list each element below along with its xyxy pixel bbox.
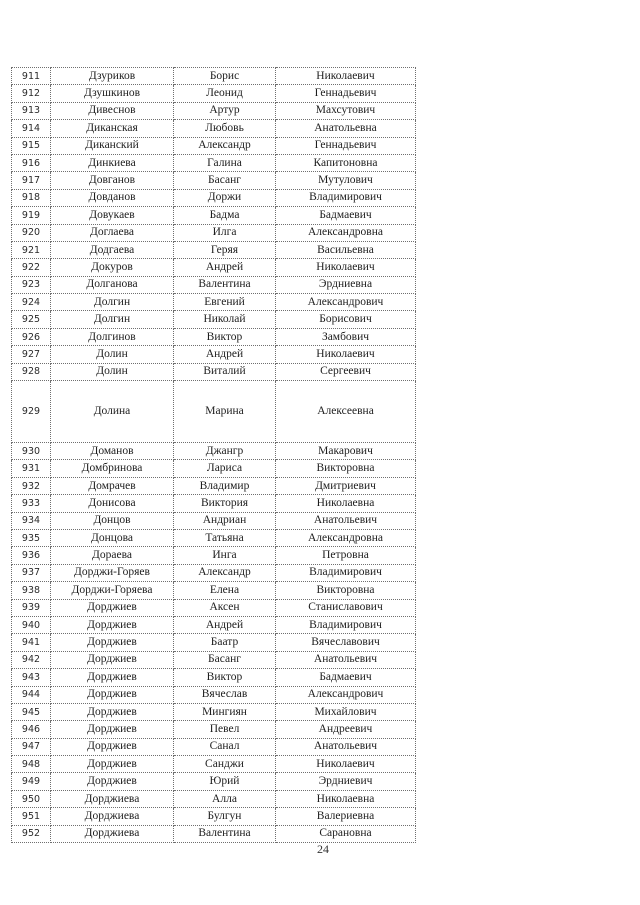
patronymic-cell: Дмитриевич <box>276 477 416 494</box>
patronymic-cell: Александровна <box>276 224 416 241</box>
table-row <box>12 207 416 224</box>
row-number-cell: 917 <box>12 172 51 189</box>
table-row <box>12 120 416 137</box>
first-name-cell: Виктор <box>174 669 276 686</box>
page-number-text: 24 <box>317 842 329 856</box>
patronymic-cell: Валериевна <box>276 808 416 825</box>
row-number-cell: 916 <box>12 154 51 171</box>
first-name-cell: Аксен <box>174 599 276 616</box>
row-number-cell: 949 <box>12 773 51 790</box>
last-name-cell: Додгаева <box>51 241 174 258</box>
table-row <box>12 381 416 443</box>
last-name-cell: Дорджи-Горяев <box>51 564 174 581</box>
row-number-cell: 931 <box>12 460 51 477</box>
row-number-cell: 947 <box>12 738 51 755</box>
first-name-cell: Андриан <box>174 512 276 529</box>
row-number-cell: 930 <box>12 443 51 460</box>
row-number-cell: 915 <box>12 137 51 154</box>
first-name-cell: Валентина <box>174 825 276 842</box>
row-number-cell: 922 <box>12 259 51 276</box>
row-number-cell: 942 <box>12 651 51 668</box>
last-name-cell: Дорджиев <box>51 686 174 703</box>
patronymic-cell: Петровна <box>276 547 416 564</box>
row-number-cell: 933 <box>12 495 51 512</box>
row-number-cell: 921 <box>12 241 51 258</box>
first-name-cell: Баатр <box>174 634 276 651</box>
last-name-cell: Дорджиев <box>51 721 174 738</box>
table-row <box>12 311 416 328</box>
first-name-cell: Александр <box>174 564 276 581</box>
patronymic-cell: Анатольевич <box>276 512 416 529</box>
table-row <box>12 189 416 206</box>
row-number-cell: 925 <box>12 311 51 328</box>
last-name-cell: Дорджиев <box>51 634 174 651</box>
table-row <box>12 102 416 119</box>
table-row <box>12 294 416 311</box>
table-row <box>12 85 416 102</box>
first-name-cell: Илга <box>174 224 276 241</box>
first-name-cell: Виталий <box>174 363 276 380</box>
patronymic-cell: Викторовна <box>276 582 416 599</box>
row-number-cell: 918 <box>12 189 51 206</box>
row-number-cell: 948 <box>12 756 51 773</box>
last-name-cell: Донцова <box>51 529 174 546</box>
last-name-cell: Долин <box>51 363 174 380</box>
first-name-cell: Джангр <box>174 443 276 460</box>
row-number-cell: 950 <box>12 790 51 807</box>
patronymic-cell: Михайлович <box>276 703 416 720</box>
table-row <box>12 460 416 477</box>
table-row <box>12 477 416 494</box>
patronymic-cell: Николаевна <box>276 495 416 512</box>
first-name-cell: Мингиян <box>174 703 276 720</box>
first-name-cell: Санал <box>174 738 276 755</box>
row-number-cell: 920 <box>12 224 51 241</box>
row-number-cell: 934 <box>12 512 51 529</box>
first-name-cell: Андрей <box>174 346 276 363</box>
last-name-cell: Дорджиев <box>51 738 174 755</box>
names-table-body <box>12 68 416 843</box>
last-name-cell: Дорджи-Горяева <box>51 582 174 599</box>
table-row <box>12 756 416 773</box>
last-name-cell: Дорджиева <box>51 808 174 825</box>
row-number-cell: 944 <box>12 686 51 703</box>
table-row <box>12 634 416 651</box>
table-row <box>12 599 416 616</box>
table-row <box>12 616 416 633</box>
last-name-cell: Долгин <box>51 294 174 311</box>
patronymic-cell: Владимирович <box>276 189 416 206</box>
last-name-cell: Домрачев <box>51 477 174 494</box>
patronymic-cell: Александрович <box>276 294 416 311</box>
table-row <box>12 328 416 345</box>
last-name-cell: Довданов <box>51 189 174 206</box>
row-number-cell: 951 <box>12 808 51 825</box>
row-number-cell: 919 <box>12 207 51 224</box>
patronymic-cell: Борисович <box>276 311 416 328</box>
table-row <box>12 651 416 668</box>
last-name-cell: Дораева <box>51 547 174 564</box>
last-name-cell: Дзуриков <box>51 68 174 85</box>
last-name-cell: Донцов <box>51 512 174 529</box>
table-row <box>12 276 416 293</box>
row-number-cell: 946 <box>12 721 51 738</box>
patronymic-cell: Анатольевна <box>276 120 416 137</box>
first-name-cell: Андрей <box>174 616 276 633</box>
first-name-cell: Любовь <box>174 120 276 137</box>
row-number-cell: 932 <box>12 477 51 494</box>
row-number-cell: 912 <box>12 85 51 102</box>
first-name-cell: Бадма <box>174 207 276 224</box>
patronymic-cell: Александрович <box>276 686 416 703</box>
table-row <box>12 137 416 154</box>
first-name-cell: Александр <box>174 137 276 154</box>
last-name-cell: Домбринова <box>51 460 174 477</box>
table-row <box>12 495 416 512</box>
last-name-cell: Дорджиев <box>51 651 174 668</box>
last-name-cell: Дзушкинов <box>51 85 174 102</box>
names-table <box>11 67 416 843</box>
patronymic-cell: Станиславович <box>276 599 416 616</box>
table-row <box>12 738 416 755</box>
first-name-cell: Андрей <box>174 259 276 276</box>
table-row <box>12 825 416 842</box>
first-name-cell: Юрий <box>174 773 276 790</box>
first-name-cell: Лариса <box>174 460 276 477</box>
first-name-cell: Виктория <box>174 495 276 512</box>
table-row <box>12 564 416 581</box>
patronymic-cell: Эрдниевич <box>276 773 416 790</box>
row-number-cell: 938 <box>12 582 51 599</box>
row-number-cell: 937 <box>12 564 51 581</box>
patronymic-cell: Макарович <box>276 443 416 460</box>
row-number-cell: 911 <box>12 68 51 85</box>
first-name-cell: Татьяна <box>174 529 276 546</box>
table-row <box>12 686 416 703</box>
patronymic-cell: Махсутович <box>276 102 416 119</box>
patronymic-cell: Капитоновна <box>276 154 416 171</box>
patronymic-cell: Владимирович <box>276 616 416 633</box>
patronymic-cell: Николаевич <box>276 346 416 363</box>
patronymic-cell: Сарановна <box>276 825 416 842</box>
first-name-cell: Евгений <box>174 294 276 311</box>
table-row <box>12 363 416 380</box>
last-name-cell: Дорджиев <box>51 773 174 790</box>
first-name-cell: Алла <box>174 790 276 807</box>
patronymic-cell: Геннадьевич <box>276 85 416 102</box>
last-name-cell: Долин <box>51 346 174 363</box>
last-name-cell: Дорджиев <box>51 616 174 633</box>
first-name-cell: Леонид <box>174 85 276 102</box>
first-name-cell: Марина <box>174 381 276 443</box>
table-row <box>12 259 416 276</box>
patronymic-cell: Николаевич <box>276 259 416 276</box>
row-number-cell: 914 <box>12 120 51 137</box>
patronymic-cell: Владимирович <box>276 564 416 581</box>
table-row <box>12 808 416 825</box>
row-number-cell: 952 <box>12 825 51 842</box>
first-name-cell: Санджи <box>174 756 276 773</box>
table-row <box>12 346 416 363</box>
last-name-cell: Диканский <box>51 137 174 154</box>
patronymic-cell: Николаевич <box>276 68 416 85</box>
row-number-cell: 940 <box>12 616 51 633</box>
first-name-cell: Николай <box>174 311 276 328</box>
last-name-cell: Дорджиев <box>51 669 174 686</box>
table-row <box>12 790 416 807</box>
first-name-cell: Артур <box>174 102 276 119</box>
last-name-cell: Дорджиева <box>51 790 174 807</box>
table-row <box>12 443 416 460</box>
first-name-cell: Валентина <box>174 276 276 293</box>
patronymic-cell: Бадмаевич <box>276 669 416 686</box>
row-number-cell: 913 <box>12 102 51 119</box>
last-name-cell: Долгин <box>51 311 174 328</box>
patronymic-cell: Анатольевич <box>276 651 416 668</box>
patronymic-cell: Вячеславович <box>276 634 416 651</box>
table-row <box>12 703 416 720</box>
row-number-cell: 927 <box>12 346 51 363</box>
table-row <box>12 773 416 790</box>
last-name-cell: Долганова <box>51 276 174 293</box>
table-row <box>12 721 416 738</box>
last-name-cell: Довганов <box>51 172 174 189</box>
table-row <box>12 68 416 85</box>
table-row <box>12 547 416 564</box>
patronymic-cell: Васильевна <box>276 241 416 258</box>
page-number <box>0 842 640 857</box>
last-name-cell: Долина <box>51 381 174 443</box>
row-number-cell: 935 <box>12 529 51 546</box>
row-number-cell: 928 <box>12 363 51 380</box>
row-number-cell: 923 <box>12 276 51 293</box>
patronymic-cell: Алексеевна <box>276 381 416 443</box>
row-number-cell: 941 <box>12 634 51 651</box>
first-name-cell: Булгун <box>174 808 276 825</box>
table-row <box>12 582 416 599</box>
last-name-cell: Диканская <box>51 120 174 137</box>
first-name-cell: Елена <box>174 582 276 599</box>
patronymic-cell: Геннадьевич <box>276 137 416 154</box>
last-name-cell: Дорджиев <box>51 756 174 773</box>
row-number-cell: 926 <box>12 328 51 345</box>
patronymic-cell: Бадмаевич <box>276 207 416 224</box>
patronymic-cell: Мутулович <box>276 172 416 189</box>
table-row <box>12 512 416 529</box>
last-name-cell: Доманов <box>51 443 174 460</box>
table-row <box>12 154 416 171</box>
table-row <box>12 224 416 241</box>
first-name-cell: Виктор <box>174 328 276 345</box>
last-name-cell: Дорджиев <box>51 703 174 720</box>
first-name-cell: Инга <box>174 547 276 564</box>
last-name-cell: Динкиева <box>51 154 174 171</box>
table-row <box>12 529 416 546</box>
last-name-cell: Дорджиева <box>51 825 174 842</box>
row-number-cell: 929 <box>12 381 51 443</box>
row-number-cell: 939 <box>12 599 51 616</box>
first-name-cell: Певел <box>174 721 276 738</box>
row-number-cell: 936 <box>12 547 51 564</box>
patronymic-cell: Александровна <box>276 529 416 546</box>
patronymic-cell: Викторовна <box>276 460 416 477</box>
table-row <box>12 669 416 686</box>
row-number-cell: 924 <box>12 294 51 311</box>
table-row <box>12 241 416 258</box>
patronymic-cell: Анатольевич <box>276 738 416 755</box>
first-name-cell: Галина <box>174 154 276 171</box>
last-name-cell: Долгинов <box>51 328 174 345</box>
patronymic-cell: Эрдниевна <box>276 276 416 293</box>
first-name-cell: Борис <box>174 68 276 85</box>
last-name-cell: Докуров <box>51 259 174 276</box>
last-name-cell: Довукаев <box>51 207 174 224</box>
first-name-cell: Басанг <box>174 651 276 668</box>
last-name-cell: Донисова <box>51 495 174 512</box>
patronymic-cell: Замбович <box>276 328 416 345</box>
first-name-cell: Геряя <box>174 241 276 258</box>
first-name-cell: Владимир <box>174 477 276 494</box>
row-number-cell: 945 <box>12 703 51 720</box>
last-name-cell: Дорджиев <box>51 599 174 616</box>
first-name-cell: Доржи <box>174 189 276 206</box>
last-name-cell: Доглаева <box>51 224 174 241</box>
row-number-cell: 943 <box>12 669 51 686</box>
patronymic-cell: Сергеевич <box>276 363 416 380</box>
table-row <box>12 172 416 189</box>
patronymic-cell: Андреевич <box>276 721 416 738</box>
first-name-cell: Вячеслав <box>174 686 276 703</box>
patronymic-cell: Николаевна <box>276 790 416 807</box>
first-name-cell: Басанг <box>174 172 276 189</box>
patronymic-cell: Николаевич <box>276 756 416 773</box>
last-name-cell: Дивеснов <box>51 102 174 119</box>
